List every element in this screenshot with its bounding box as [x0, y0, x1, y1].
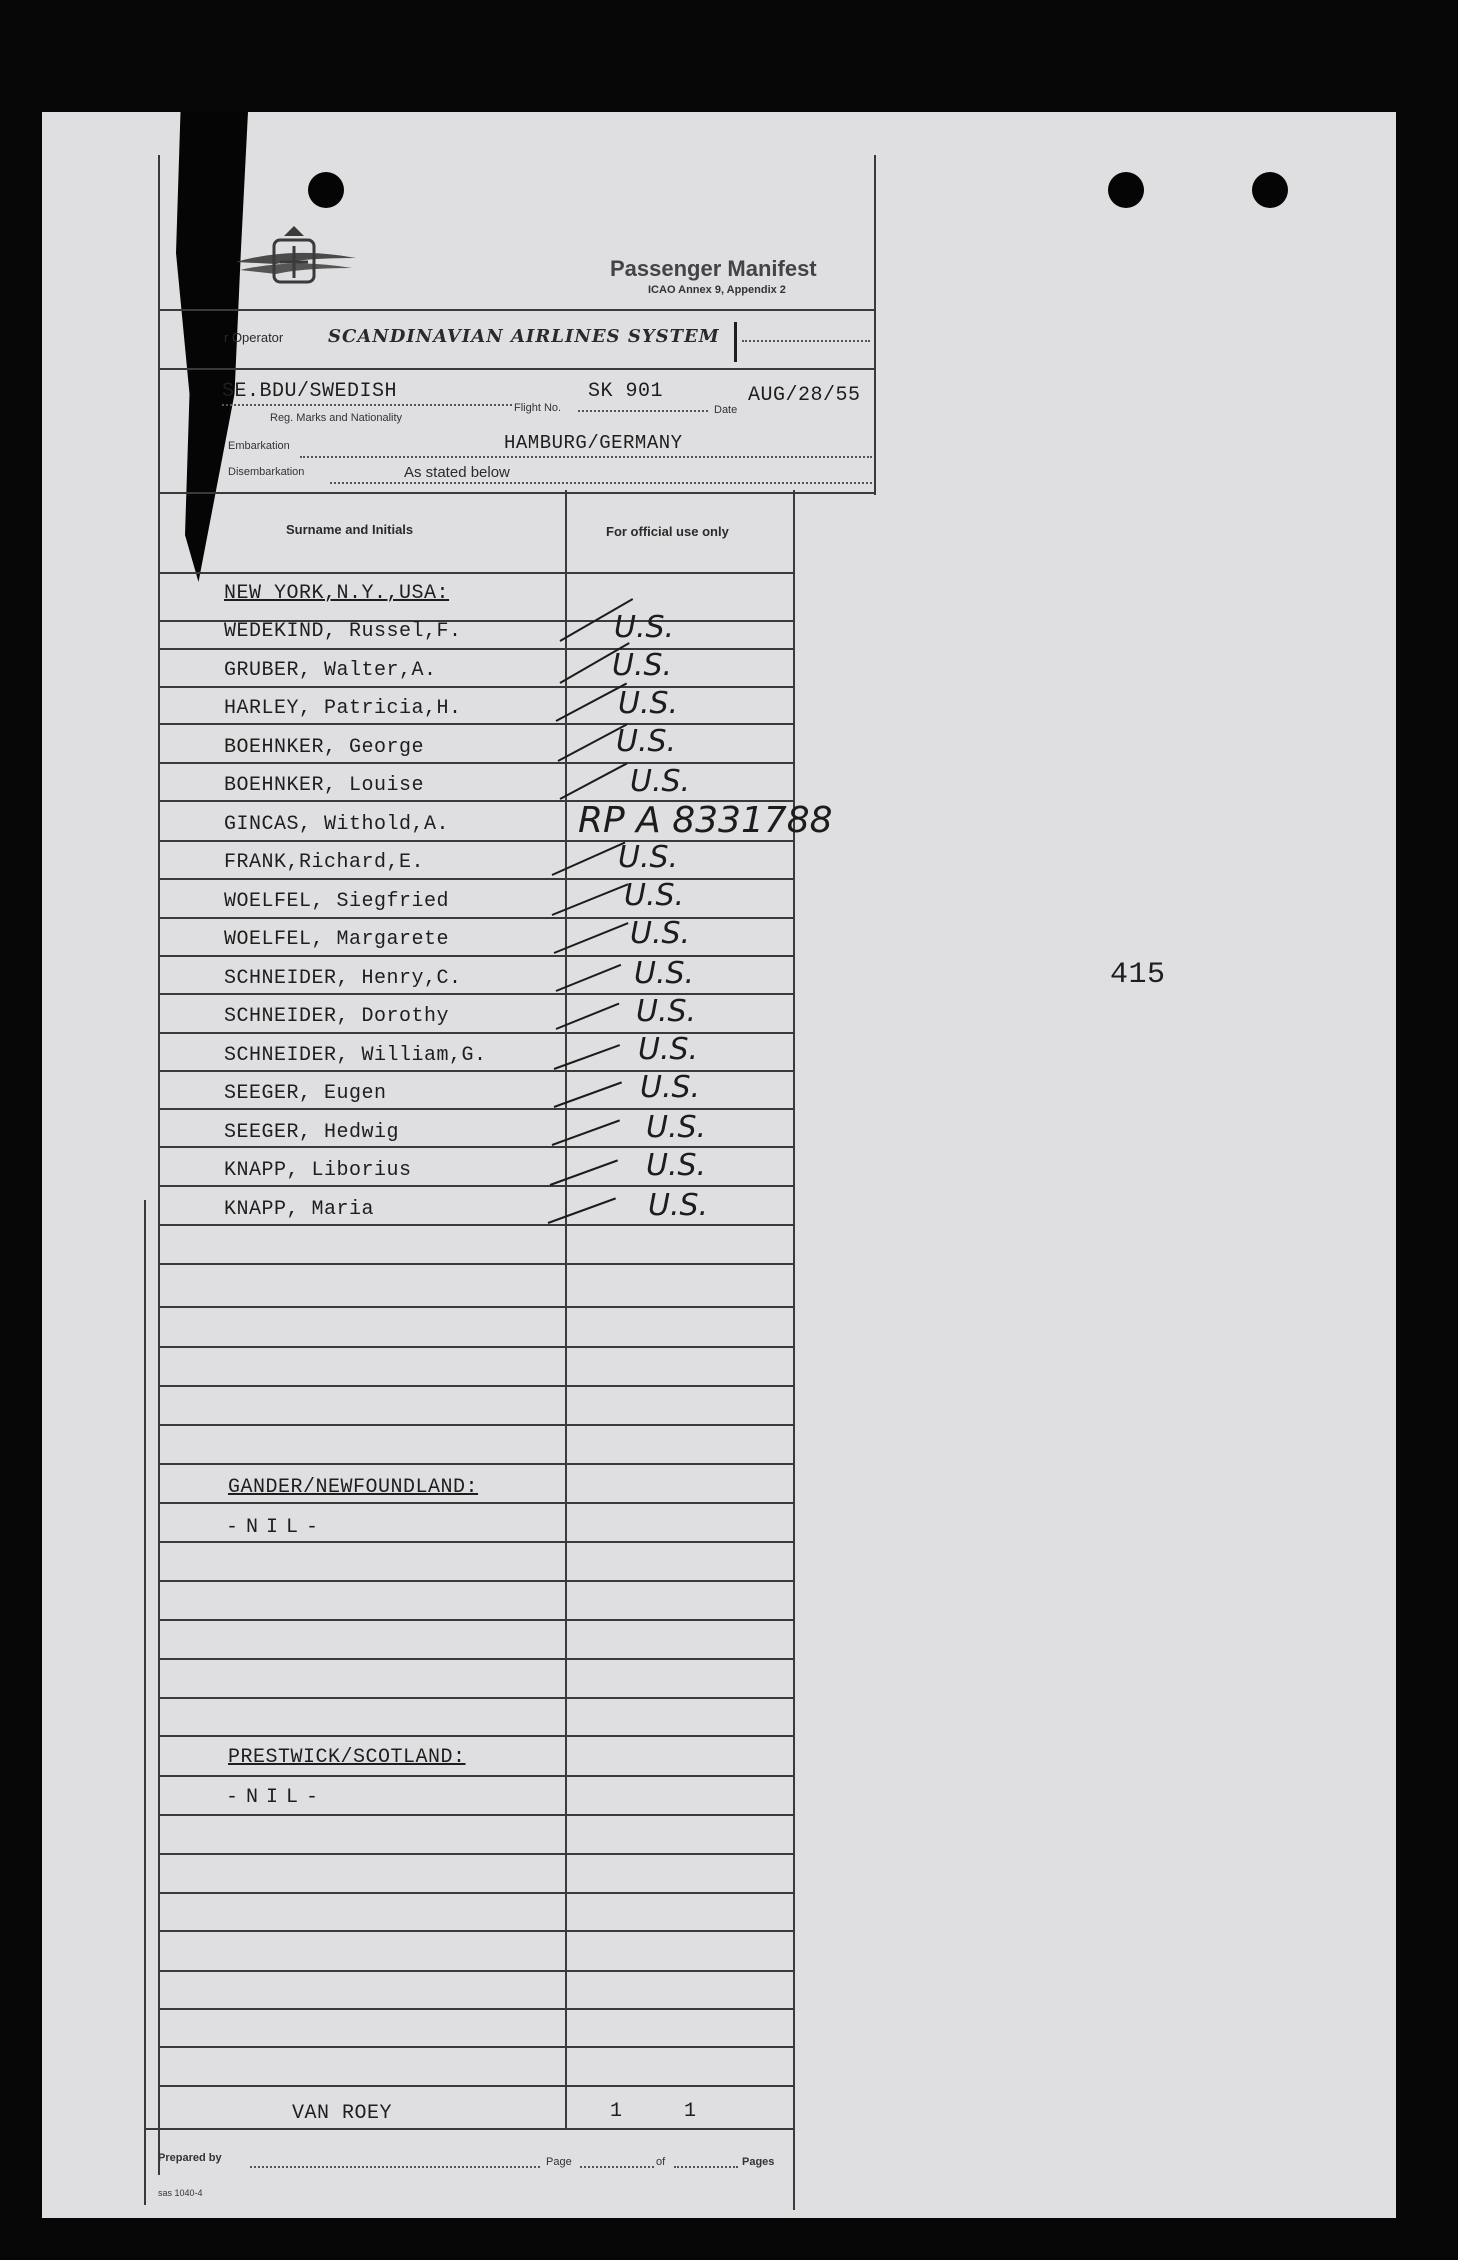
passenger-name: GRUBER, Walter,A. — [224, 659, 437, 682]
passenger-name: WOELFEL, Siegfried — [224, 890, 450, 913]
check-mark — [554, 1081, 622, 1108]
passenger-name: SCHNEIDER, Henry,C. — [224, 967, 462, 990]
flight-number: SK 901 — [588, 380, 664, 403]
passenger-name: HARLEY, Patricia,H. — [224, 697, 462, 720]
manifest-subtitle: ICAO Annex 9, Appendix 2 — [648, 284, 786, 296]
signer-name: VAN ROEY — [292, 2102, 393, 2125]
pages-label: Pages — [742, 2156, 775, 2168]
destination-heading: GANDER/NEWFOUNDLAND: — [228, 1476, 479, 1499]
official-mark: U.S. — [630, 916, 691, 951]
nil-note: -NIL- — [226, 1516, 327, 1539]
registration-label: Reg. Marks and Nationality — [270, 412, 403, 424]
official-mark: U.S. — [648, 1188, 709, 1223]
disembarkation-label: Disembarkation — [228, 466, 305, 478]
passenger-name: FRANK,Richard,E. — [224, 851, 425, 874]
official-mark: U.S. — [640, 1070, 701, 1105]
flight-date: AUG/28/55 — [748, 384, 861, 407]
destination-heading: PRESTWICK/SCOTLAND: — [228, 1746, 466, 1769]
operator-label: r Operator — [224, 330, 284, 345]
official-mark: U.S. — [646, 1148, 707, 1183]
official-mark: U.S. — [634, 956, 695, 991]
official-mark: U.S. — [614, 610, 675, 645]
official-mark: U.S. — [638, 1032, 699, 1067]
passenger-name: BOEHNKER, Louise — [224, 774, 425, 797]
disembarkation-value: As stated below — [404, 464, 510, 481]
official-mark: U.S. — [612, 648, 673, 683]
airline-logo — [232, 218, 360, 298]
official-mark: U.S. — [646, 1110, 707, 1145]
check-mark — [552, 842, 626, 876]
flight-label: Flight No. — [514, 402, 562, 414]
passenger-name: BOEHNKER, George — [224, 736, 425, 759]
official-mark: U.S. — [630, 764, 691, 799]
destination-heading: NEW YORK,N.Y.,USA: — [224, 582, 450, 605]
check-mark — [552, 1119, 620, 1146]
check-mark — [548, 1197, 616, 1224]
page-label: Page — [546, 2156, 572, 2168]
column-header-name: Surname and Initials — [286, 522, 414, 537]
official-mark: U.S. — [624, 878, 685, 913]
of-label: of — [656, 2156, 666, 2168]
passenger-name: WOELFEL, Margarete — [224, 928, 450, 951]
check-mark — [560, 762, 628, 799]
passenger-name: GINCAS, Withold,A. — [224, 813, 450, 836]
nil-note: -NIL- — [226, 1786, 327, 1809]
official-mark: U.S. — [618, 840, 679, 875]
passenger-name: SCHNEIDER, William,G. — [224, 1044, 487, 1067]
passenger-name: KNAPP, Maria — [224, 1198, 375, 1221]
manifest-title: Passenger Manifest — [610, 256, 817, 281]
embarkation-value: HAMBURG/GERMANY — [504, 432, 683, 454]
page-total: 1 — [684, 2100, 697, 2123]
passenger-name: WEDEKIND, Russel,F. — [224, 620, 462, 643]
prepared-by-label: Prepared by — [158, 2152, 222, 2164]
margin-number: 415 — [1110, 958, 1166, 992]
check-mark — [550, 1159, 618, 1186]
passenger-name: SEEGER, Hedwig — [224, 1121, 400, 1144]
registration-marks: SE.BDU/SWEDISH — [222, 380, 398, 403]
passenger-name: SCHNEIDER, Dorothy — [224, 1005, 450, 1028]
column-header-official: For official use only — [606, 524, 729, 539]
embarkation-label: Embarkation — [228, 440, 290, 452]
passenger-name: SEEGER, Eugen — [224, 1082, 387, 1105]
check-mark — [552, 883, 629, 916]
official-mark: RP A 8331788 — [578, 800, 833, 841]
official-mark: U.S. — [618, 686, 679, 721]
date-label: Date — [714, 404, 738, 416]
passenger-name: KNAPP, Liborius — [224, 1159, 412, 1182]
official-mark: U.S. — [616, 724, 677, 759]
page-number: 1 — [610, 2100, 623, 2123]
check-mark — [554, 1044, 620, 1070]
form-number: sas 1040-4 — [158, 2188, 203, 2198]
operator-name: SCANDINAVIAN AIRLINES SYSTEM — [328, 326, 720, 347]
official-mark: U.S. — [636, 994, 697, 1029]
